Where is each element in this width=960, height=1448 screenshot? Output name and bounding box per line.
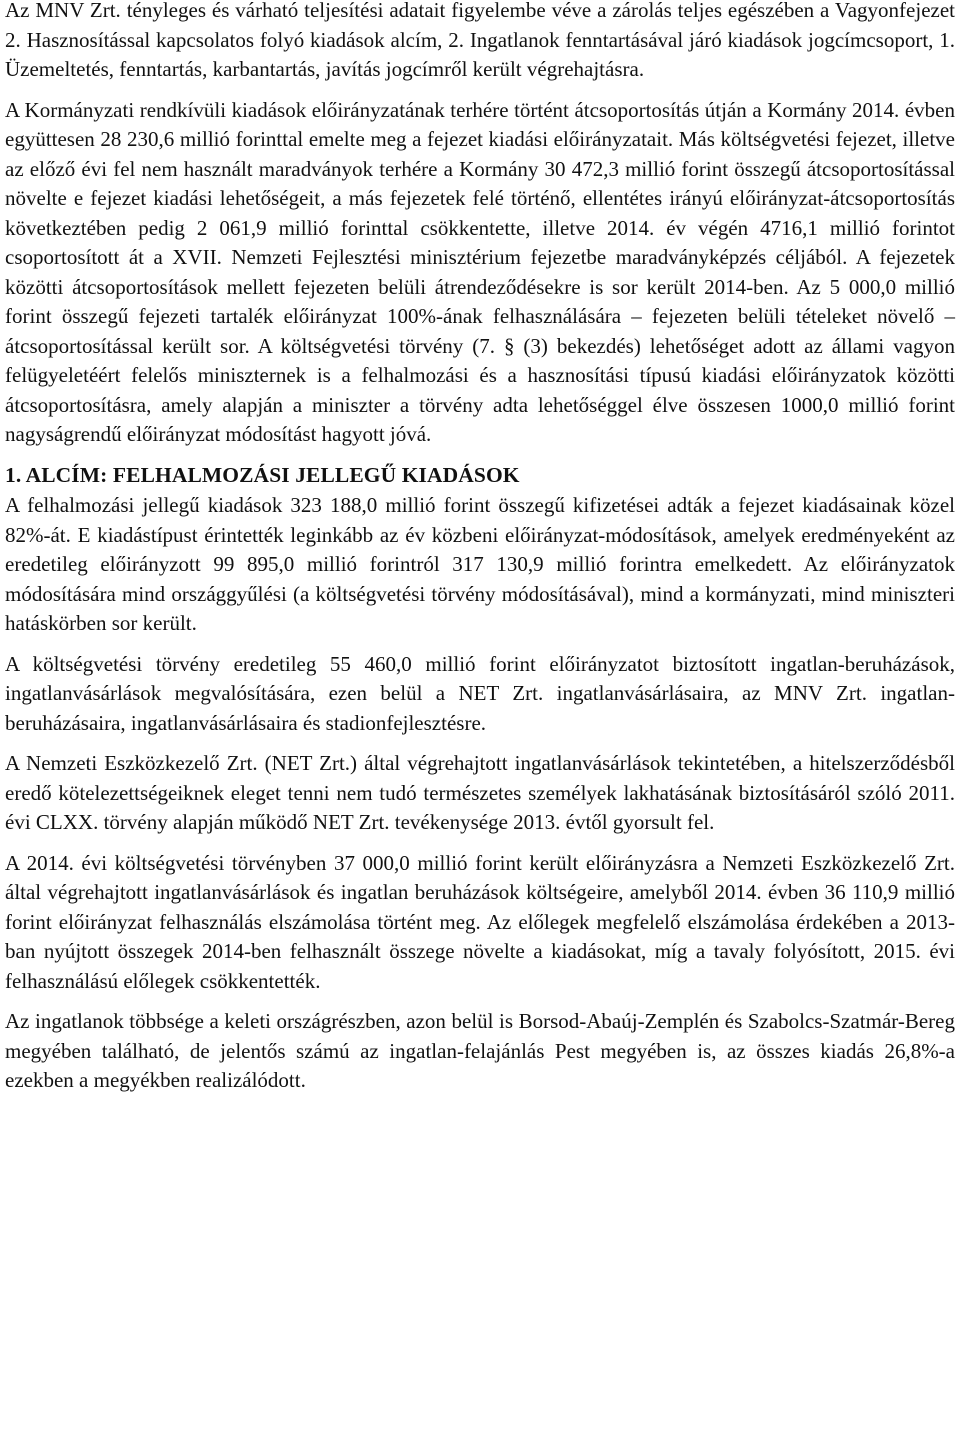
document-page [5, 0, 955, 1096]
paragraph-atcsoportositas: A Kormányzati rendkívüli kiadások előirányzatának terhére történt átcsoportosítás útján a Kormány 2014. évben együttesen 28 230,6 millió forinttal emelte meg a fejezet kiadási előirányzatait. Más költségvetési fejezet, illetve az előző évi fel nem használt maradványok terhére a Kormány 30 472,3 millió forint összegű átcsoportosítással növelte e fejezet kiadási lehetőségeit, a más fejezetek felé történő, ellentétes irányú előirányzat-átcsoportosítás következtében pedig 2 061,9 millió forinttal csökkentette, illetve 2014. év végén 4716,1 millió forintot csoportosított át a XVII. Nemzeti Fejlesztési minisztérium fejezetbe maradványképzés céljából. A fejezetek közötti átcsoportosítások mellett fejezeten belüli átrendeződésekre is sor került 2014-ben. Az 5 000,0 millió forint összegű fejezeti tartalék előirányzat 100%-ának felhasználására – fejezeten belüli tételeket növelő – átcsoportosítással került sor. A költségvetési törvény (7. § (3) bekezdés) lehetőséget adott az állami vagyon felügyeletéért felelős miniszternek is a felhalmozási és a hasznosítási típusú kiadási előirányzatok közötti átcsoportosításra, amely alapján a miniszter a törvény adta lehetőséggel élve összesen 1000,0 millió forint nagyságrendű előirányzat módosítást hagyott jóvá. [5, 97, 955, 446]
paragraph-felhalmozasi-kiadasok: A felhalmozási jellegű kiadások 323 188,0 millió forint összegű kifizetései adták a fejezet kiadásainak közel 82%-át. E kiadástípust érintették leginkább az év közbeni előirányzat-módosítások, amelyek eredményeként az eredetileg előirányzott 99 895,0 millió forintról 317 130,9 millió forintra emelkedett. Az előirányzatok módosítására mind országgyűlési (a költségvetési törvény módosításával), mind a kormányzati, mind miniszteri hatáskörben sor került. [5, 493, 955, 635]
paragraph-zarolas: Az MNV Zrt. tényleges és várható teljesítési adatait figyelembe véve a zárolás teljes egészében a Vagyonfejezet 2. Hasznosítással kapcsolatos folyó kiadások alcím, 2. Ingatlanok fenntartásával járó kiadások jogcímcsoport, 1. Üzemeltetés, fenntartás, karbantartás, javítás jogcímről került végrehajtásra. [5, 0, 955, 81]
section-heading: 1. ALCÍM: FELHALMOZÁSI JELLEGŰ KIADÁSOK [5, 462, 520, 487]
paragraph-net-zrt: A Nemzeti Eszközkezelő Zrt. (NET Zrt.) által végrehajtott ingatlanvásárlások tekintetében, a hitelszerződésből eredő kötelezettségeiknek eleget tenni nem tudó természetes személyek lakhatásának biztosításáról szóló 2011. évi CLXX. törvény alapján működő NET Zrt. tevékenysége 2013. évtől gyorsult fel. [5, 751, 955, 834]
paragraph-ingatlan-beruhazasok: A költségvetési törvény eredetileg 55 460,0 millió forint előirányzatot biztosított ingatlan-beruházások, ingatlanvásárlások megvalósítására, ezen belül a NET Zrt. ingatlanvásárlásaira, az MNV Zrt. ingatlan-beruházásaira, ingatlanvásárlásaira és stadionfejlesztésre. [5, 651, 955, 735]
paragraph-koltsegvetesi-torveny: A 2014. évi költségvetési törvényben 37 000,0 millió forint került előirányzásra a Nemzeti Eszközkezelő Zrt. által végrehajtott ingatlanvásárlások és ingatlan beruházások költségeire, amelyből 2014. évben 36 110,9 millió forint előirányzat felhasználás elszámolása történt meg. Az előlegek megfelelő elszámolása érdekében a 2013-ban nyújtott összegek 2014-ben felhasznált összege növelte a kiadásokat, míg a tavaly folyósított, 2015. évi felhasználású előlegek csökkentették. [5, 850, 955, 993]
paragraph-ingatlanok-megoszlasa: Az ingatlanok többsége a keleti országrészben, azon belül is Borsod-Abaúj-Zemplén és Szabolcs-Szatmár-Bereg megyében található, de jelentős számú az ingatlan-felajánlás Pest megyében is, az összes kiadás 26,8%-a ezekben a megyékben realizálódott. [5, 1009, 955, 1092]
